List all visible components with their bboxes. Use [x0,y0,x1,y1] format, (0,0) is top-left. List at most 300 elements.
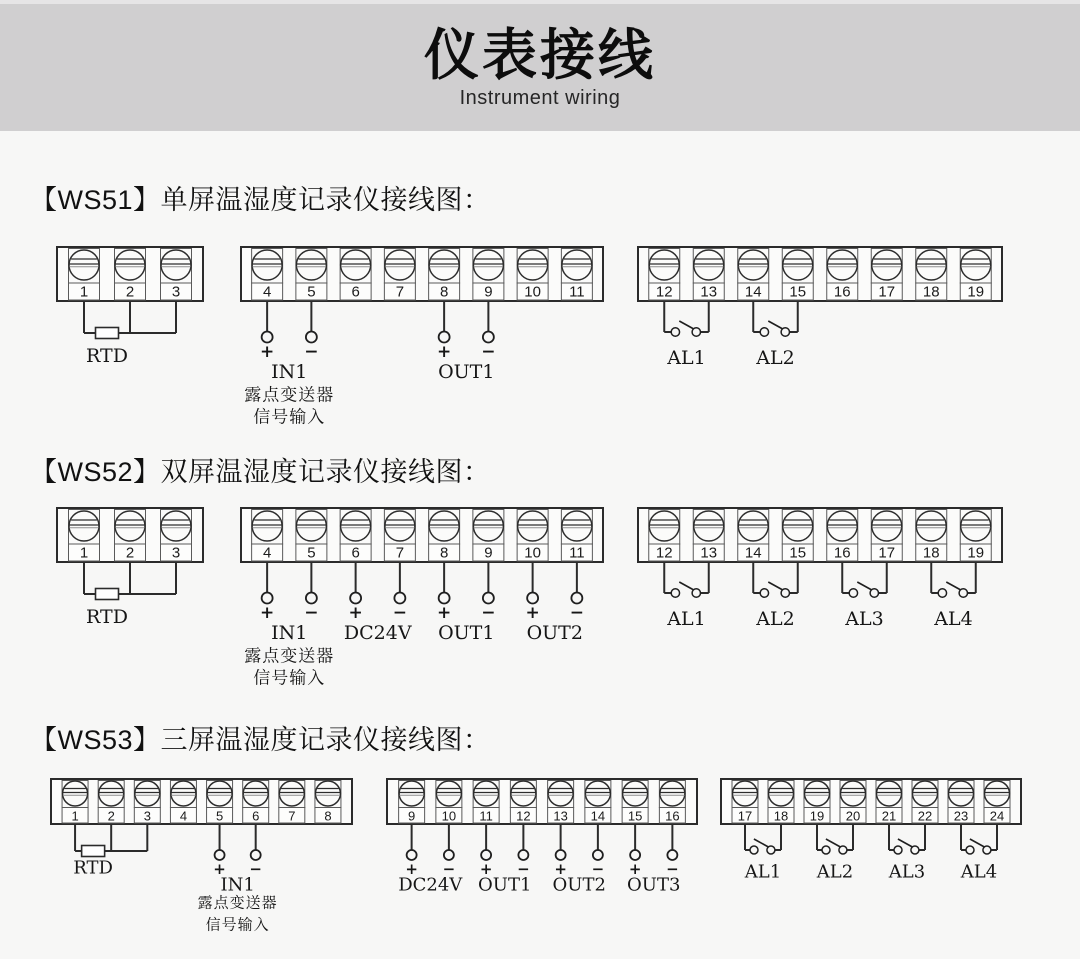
polarity-sign: + [405,860,418,878]
screw-icon [518,250,548,280]
screw-icon [649,511,679,541]
terminal [170,781,196,824]
screw-icon [99,781,124,806]
relay-contact-annotation [664,302,709,369]
screw-icon [315,781,340,806]
screw-icon [436,781,461,806]
screw-icon [783,511,813,541]
relay-label: AL1 [667,608,706,630]
terminal [252,510,283,562]
polarity-sign: + [260,603,275,623]
terminal-strip-outline [721,779,1021,824]
terminal-number: 16 [665,808,680,824]
terminal-number: 14 [744,283,762,301]
relay-contact-annotation [753,563,798,630]
terminal-number: 22 [917,808,933,824]
signal-sublabel: 露点变送器 [244,646,335,666]
ws51-section-title: 【WS51】单屏温湿度记录仪接线图： [30,185,491,215]
terminal [69,510,100,562]
relay-label: AL1 [667,347,706,369]
rtd-label: RTD [86,345,128,367]
terminal [252,249,283,301]
contact-circle-icon [849,589,857,597]
screw-icon [961,511,991,541]
relay-contact-annotation [744,825,781,883]
terminal-number: 1 [79,283,89,301]
wire-end-circle-icon [262,332,273,343]
screw-icon [429,511,459,541]
terminal [960,249,991,301]
contact-circle-icon [671,328,679,336]
signal-label: OUT1 [438,361,495,383]
terminal-number: 7 [395,283,405,301]
terminal [69,249,100,301]
screw-icon [916,511,946,541]
page-title: 仪表接线 [423,24,656,86]
screw-icon [69,250,99,280]
wire-end-circle-icon [407,850,417,860]
terminal-number: 18 [922,544,940,562]
contact-lever-icon [679,582,694,590]
polarity-sign: − [304,342,319,362]
screw-icon [841,781,866,806]
signal-pair-annotation [627,825,680,896]
ws53-section-title: 【WS53】三屏温湿度记录仪接线图： [30,725,491,755]
terminal [517,510,548,562]
terminal-number: 5 [215,808,224,824]
contact-circle-icon [822,846,830,854]
screw-icon [473,511,503,541]
terminal [98,781,124,824]
relay-label: AL1 [744,861,782,883]
terminal-number: 12 [655,283,673,301]
screw-icon [385,250,415,280]
terminal-number: 4 [262,544,272,562]
terminal [384,510,415,562]
terminal-strip-outline [638,247,1002,301]
screw-icon [115,250,145,280]
terminal [782,510,813,562]
terminal-block [57,508,203,628]
contact-circle-icon [966,846,974,854]
terminal-number: 14 [744,544,762,562]
terminal [436,781,462,824]
relay-contact-annotation [664,563,709,630]
terminal-number: 11 [479,808,493,824]
screw-icon [252,511,282,541]
terminal [161,510,192,562]
polarity-sign: + [628,860,642,878]
screw-icon [738,250,768,280]
terminal-block [241,508,603,688]
signal-pair-annotation [437,563,496,644]
terminal-number: 4 [262,283,272,301]
polarity-sign: − [591,860,605,878]
terminal-number: 18 [773,808,789,824]
terminal [473,781,499,824]
screw-icon [769,781,794,806]
terminal-block [638,247,1002,369]
ws52-diagram [0,507,1080,693]
terminal [659,781,685,824]
terminal [871,510,902,562]
signal-pair-annotation [344,563,412,644]
screw-icon [474,781,499,806]
terminal-number: 7 [288,808,296,824]
terminal-number: 15 [627,808,643,824]
contact-circle-icon [894,846,902,854]
terminal-number: 1 [79,544,89,562]
relay-label: AL2 [816,861,854,883]
screw-icon [827,511,857,541]
screw-icon [429,250,459,280]
polarity-sign: − [666,860,679,878]
contact-circle-icon [750,846,758,854]
screw-icon [161,250,191,280]
terminal [473,249,504,301]
signal-pair-annotation [478,825,531,896]
terminal-number: 13 [700,544,718,562]
terminal [804,781,830,824]
screw-icon [115,511,145,541]
terminal-number: 2 [125,283,135,301]
terminal [296,510,327,562]
terminal [510,781,536,824]
terminal [916,510,947,562]
terminal-block [51,779,352,934]
terminal-number: 14 [590,808,606,824]
terminal [384,249,415,301]
terminal [948,781,974,824]
terminal-number: 6 [252,808,260,824]
wire-end-circle-icon [481,850,491,860]
terminal-strip-outline [51,779,352,824]
screw-icon [243,781,268,806]
terminal-number: 5 [307,544,316,562]
terminal-number: 19 [809,808,825,824]
signal-pair-annotation [553,825,606,896]
terminal-number: 9 [484,544,493,562]
terminal [243,781,269,824]
terminal-number: 11 [569,283,585,301]
terminal [115,249,146,301]
terminal-number: 3 [171,283,181,301]
polarity-sign: + [348,603,363,623]
ws51-diagram [0,246,1080,432]
terminal [62,781,88,824]
terminal [738,510,769,562]
terminal [960,510,991,562]
terminal [115,510,146,562]
screw-icon [341,511,371,541]
screw-icon [518,511,548,541]
terminal [840,781,866,824]
signal-sublabel: 信号输入 [253,668,326,688]
signal-pair-annotation [244,563,334,688]
rtd-annotation [84,302,176,367]
terminal-number: 23 [953,808,969,824]
rtd-resistor-icon [96,589,119,600]
wire-end-circle-icon [439,593,450,604]
terminal [134,781,160,824]
relay-contact-annotation [931,563,976,630]
wire-end-circle-icon [527,593,538,604]
rtd-annotation [73,825,147,879]
screw-icon [161,511,191,541]
terminal [649,249,680,301]
screw-icon [548,781,573,806]
wire-end-circle-icon [667,850,677,860]
terminal-number: 17 [737,808,753,824]
terminal [916,249,947,301]
wire-end-circle-icon [306,593,317,604]
screw-icon [783,250,813,280]
contact-lever-icon [768,321,783,329]
screw-icon [872,511,902,541]
polarity-sign: + [437,603,452,623]
page-subtitle: Instrument wiring [459,87,621,109]
wire-end-circle-icon [394,593,405,604]
contact-circle-icon [671,589,679,597]
terminal-number: 15 [789,544,807,562]
terminal-number: 6 [351,544,360,562]
terminal [315,781,341,824]
screw-icon [296,250,326,280]
screw-icon [877,781,902,806]
terminal-number: 19 [967,283,985,301]
relay-label: AL2 [756,608,795,630]
terminal [340,510,371,562]
signal-sublabel: 信号输入 [205,916,270,934]
terminal-number: 17 [878,283,896,301]
ws52-section-title: 【WS52】双屏温湿度记录仪接线图： [30,457,491,487]
terminal [399,781,425,824]
screw-icon [341,250,371,280]
terminal-number: 2 [125,544,135,562]
signal-label: IN1 [271,622,308,644]
terminal-block [241,247,603,427]
wire-end-circle-icon [306,332,317,343]
terminal [693,510,724,562]
screw-icon [279,781,304,806]
terminal-strip-outline [387,779,697,824]
signal-label: OUT2 [526,622,583,644]
terminal-number: 15 [789,283,807,301]
terminal [207,781,233,824]
screw-icon [961,250,991,280]
screw-icon [135,781,160,806]
screw-icon [694,250,724,280]
terminal-number: 4 [179,808,188,824]
rtd-label: RTD [73,857,113,879]
terminal [984,781,1010,824]
terminal-number: 10 [524,283,541,301]
relay-label: AL2 [756,347,795,369]
signal-label: OUT1 [438,622,495,644]
terminal-strip-outline [638,508,1002,562]
signal-label: OUT3 [627,874,681,896]
terminal-number: 6 [351,283,360,301]
polarity-sign: − [442,860,456,878]
contact-circle-icon [760,589,768,597]
signal-pair-annotation [526,563,585,644]
wire-end-circle-icon [215,850,225,860]
screw-icon [949,781,974,806]
terminal [732,781,758,824]
screw-icon [562,250,592,280]
ws53-diagram [0,778,1080,940]
terminal-number: 18 [922,283,940,301]
screw-icon [171,781,196,806]
terminal [827,510,858,562]
terminal-number: 17 [878,544,896,562]
signal-pair-annotation [437,302,496,383]
terminal [827,249,858,301]
contact-lever-icon [857,582,872,590]
signal-sublabel: 信号输入 [253,407,326,427]
relay-label: AL3 [845,608,884,630]
screw-icon [296,511,326,541]
screw-icon [69,511,99,541]
screw-icon [623,781,648,806]
terminal-number: 8 [439,544,449,562]
terminal-number: 11 [569,544,585,562]
terminal-number: 8 [439,283,449,301]
terminal-number: 10 [441,808,457,824]
relay-label: AL4 [960,861,998,883]
rtd-annotation [84,563,176,628]
terminal [548,781,574,824]
terminal-block [387,779,697,896]
contact-circle-icon [760,328,768,336]
terminal-number: 21 [881,808,897,824]
wire-end-circle-icon [439,332,450,343]
terminal [782,249,813,301]
polarity-sign: + [260,342,275,362]
terminal-number: 16 [833,283,851,301]
terminal-number: 13 [700,283,718,301]
wire-end-circle-icon [571,593,582,604]
terminal-number: 12 [655,544,673,562]
wire-end-circle-icon [483,593,494,604]
screw-icon [827,250,857,280]
terminal [517,249,548,301]
wire-end-circle-icon [593,850,603,860]
screw-icon [252,250,282,280]
terminal [340,249,371,301]
screw-icon [585,781,610,806]
relay-contact-annotation [960,825,997,883]
polarity-sign: − [569,603,584,623]
terminal [649,510,680,562]
screw-icon [733,781,758,806]
terminal-number: 7 [395,544,405,562]
terminal-number: 24 [989,808,1005,824]
terminal [279,781,305,824]
terminal-number: 13 [553,808,568,824]
signal-pair-annotation [398,825,463,896]
screw-icon [694,511,724,541]
terminal-block [57,247,203,367]
wire-end-circle-icon [444,850,454,860]
terminal-number: 16 [833,544,851,562]
terminal [585,781,611,824]
signal-pair-annotation [198,825,278,934]
relay-contact-annotation [888,825,925,883]
polarity-sign: − [517,860,530,878]
screw-icon [399,781,424,806]
wire-end-circle-icon [556,850,566,860]
screw-icon [649,250,679,280]
polarity-sign: + [213,860,226,878]
terminal [693,249,724,301]
terminal-number: 3 [143,808,151,824]
screw-icon [872,250,902,280]
terminal-strip-outline [241,508,603,562]
contact-lever-icon [768,582,783,590]
terminal-block [638,508,1002,630]
terminal [738,249,769,301]
terminal-number: 10 [524,544,541,562]
polarity-sign: − [304,603,319,623]
page-header [0,0,1080,131]
polarity-sign: + [525,603,540,623]
terminal [429,510,460,562]
signal-sublabel: 露点变送器 [244,385,335,405]
screw-icon [562,511,592,541]
signal-label: OUT2 [552,874,606,896]
terminal-number: 20 [845,808,861,824]
rtd-resistor-icon [96,328,119,339]
screw-icon [63,781,88,806]
terminal-number: 19 [967,544,985,562]
terminal-block [721,779,1021,883]
wire-end-circle-icon [518,850,528,860]
terminal [429,249,460,301]
wire-end-circle-icon [483,332,494,343]
screw-icon [916,250,946,280]
signal-label: DC24V [343,622,412,644]
wire-end-circle-icon [251,850,261,860]
polarity-sign: − [481,342,496,362]
terminal [561,249,592,301]
screw-icon [207,781,232,806]
signal-label: DC24V [398,874,463,896]
screw-icon [913,781,938,806]
terminal [161,249,192,301]
screw-icon [473,250,503,280]
contact-lever-icon [946,582,961,590]
terminal-number: 1 [71,808,79,824]
signal-pair-annotation [244,302,334,427]
terminal-number: 9 [408,808,416,824]
terminal-number: 8 [324,808,332,824]
contact-lever-icon [679,321,694,329]
screw-icon [511,781,536,806]
contact-circle-icon [938,589,946,597]
terminal-number: 5 [307,283,316,301]
wire-end-circle-icon [350,593,361,604]
terminal-number: 9 [484,283,493,301]
relay-contact-annotation [753,302,798,369]
relay-label: AL3 [888,861,926,883]
terminal [622,781,648,824]
screw-icon [985,781,1010,806]
terminal-strip-outline [241,247,603,301]
terminal [871,249,902,301]
wire-end-circle-icon [630,850,640,860]
terminal [876,781,902,824]
